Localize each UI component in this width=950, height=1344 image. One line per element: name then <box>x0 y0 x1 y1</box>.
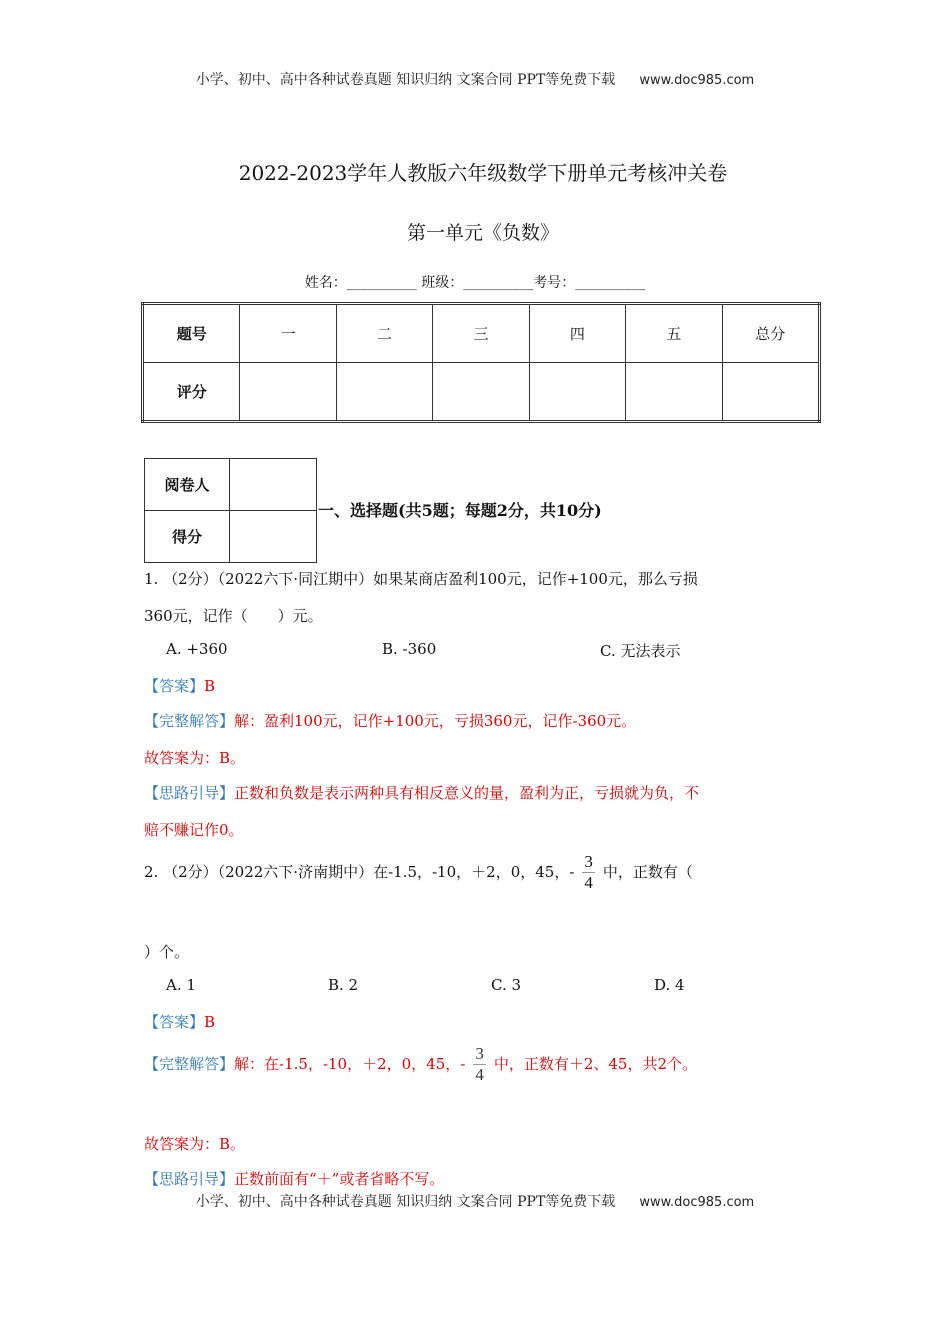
score-row <box>143 363 820 422</box>
q2-option-b: B. 2 <box>328 976 359 994</box>
q2-option-a: A. 1 <box>166 976 196 994</box>
score-cell <box>529 363 625 422</box>
score-cell <box>722 363 819 422</box>
q2-line1 <box>144 852 693 894</box>
footer-url[interactable]: www.doc985.com <box>639 1195 755 1210</box>
score-cell <box>626 363 722 422</box>
points-cell <box>230 511 317 563</box>
q1-hint-line2: 赔不赚记作0。 <box>144 821 244 839</box>
hint-label: 【思路引导】 <box>144 784 235 802</box>
grader-cell <box>230 459 317 511</box>
fraction <box>473 1044 486 1086</box>
full-solution-text: 解：在-1.5，-10，＋2，0，45，- <box>234 1054 466 1073</box>
q1-answer <box>144 675 215 696</box>
exam-title: 2022-2023学年人教版六年级数学下册单元考核冲关卷 <box>238 161 728 185</box>
score-header-row <box>143 304 820 363</box>
q2-text: 2. （2分）（2022六下·济南期中）在-1.5，-10，＋2，0，45，- <box>144 862 575 881</box>
q2-hint <box>144 1168 444 1189</box>
q2-line2: ）个。 <box>144 943 190 961</box>
header-url[interactable]: www.doc985.com <box>639 73 755 88</box>
q1-line1: 1. （2分）（2022六下·同江期中）如果某商店盈利100元，记作+100元，那么亏损 <box>144 570 698 588</box>
q2-text-end: 中，正数有（ <box>602 862 693 881</box>
score-header-cell: 四 <box>529 304 625 363</box>
score-header-cell: 五 <box>626 304 722 363</box>
score-cell <box>240 363 336 422</box>
score-header-cell: 题号 <box>143 304 240 363</box>
exam-subtitle: 第一单元《负数》 <box>406 222 559 244</box>
q2-option-d: D. 4 <box>654 976 685 994</box>
hint-text: 正数和负数是表示两种具有相反意义的量，盈利为正，亏损就为负，不 <box>234 784 700 802</box>
footer-text: 小学、初中、高中各种试卷真题 知识归纳 文案合同 PPT等免费下载 <box>195 1194 616 1210</box>
answer-value: B <box>204 677 216 695</box>
q2-conclusion: 故答案为：B。 <box>144 1135 246 1153</box>
q2-answer <box>144 1011 215 1032</box>
fraction-denominator: 4 <box>584 873 593 893</box>
fraction-numerator: 3 <box>473 1044 486 1065</box>
full-solution-label: 【完整解答】 <box>144 712 235 730</box>
hint-text: 正数前面有“＋”或者省略不写。 <box>234 1170 445 1188</box>
answer-label: 【答案】 <box>144 1013 205 1031</box>
q1-option-b: B. -360 <box>382 640 437 658</box>
full-solution-text-end: 中，正数有＋2、45，共2个。 <box>493 1054 698 1073</box>
header-text: 小学、初中、高中各种试卷真题 知识归纳 文案合同 PPT等免费下载 <box>195 72 616 88</box>
grader-label: 阅卷人 <box>145 459 230 511</box>
q1-hint <box>144 782 699 803</box>
student-info-line: 姓名：__________ 班级：__________考号：__________ <box>304 275 646 291</box>
score-header-cell: 三 <box>433 304 529 363</box>
answer-value: B <box>204 1013 216 1031</box>
score-cell <box>336 363 432 422</box>
fraction <box>582 852 595 894</box>
q1-option-a: A. +360 <box>166 640 228 658</box>
full-solution-text: 解：盈利100元，记作+100元，亏损360元，记作-360元。 <box>234 712 637 730</box>
q2-option-c: C. 3 <box>491 976 522 994</box>
q2-full-solution <box>144 1044 697 1086</box>
score-header-cell: 一 <box>240 304 336 363</box>
q1-full-solution <box>144 710 636 731</box>
fraction-denominator: 4 <box>475 1065 484 1085</box>
grader-table <box>144 458 317 563</box>
q1-option-c: C. 无法表示 <box>600 642 681 660</box>
fraction-numerator: 3 <box>582 852 595 873</box>
hint-label: 【思路引导】 <box>144 1170 235 1188</box>
section-heading: 一、选择题(共5题；每题2分，共10分) <box>318 501 602 520</box>
answer-label: 【答案】 <box>144 677 205 695</box>
q1-conclusion: 故答案为：B。 <box>144 749 246 767</box>
page-header <box>0 69 950 89</box>
score-header-cell: 总分 <box>722 304 819 363</box>
score-table <box>141 302 821 423</box>
score-header-cell: 二 <box>336 304 432 363</box>
score-cell <box>433 363 529 422</box>
points-label: 得分 <box>145 511 230 563</box>
q1-line2: 360元，记作（ ）元。 <box>144 607 323 625</box>
page-footer <box>0 1191 950 1211</box>
full-solution-label: 【完整解答】 <box>144 1054 235 1073</box>
score-row-label: 评分 <box>143 363 240 422</box>
